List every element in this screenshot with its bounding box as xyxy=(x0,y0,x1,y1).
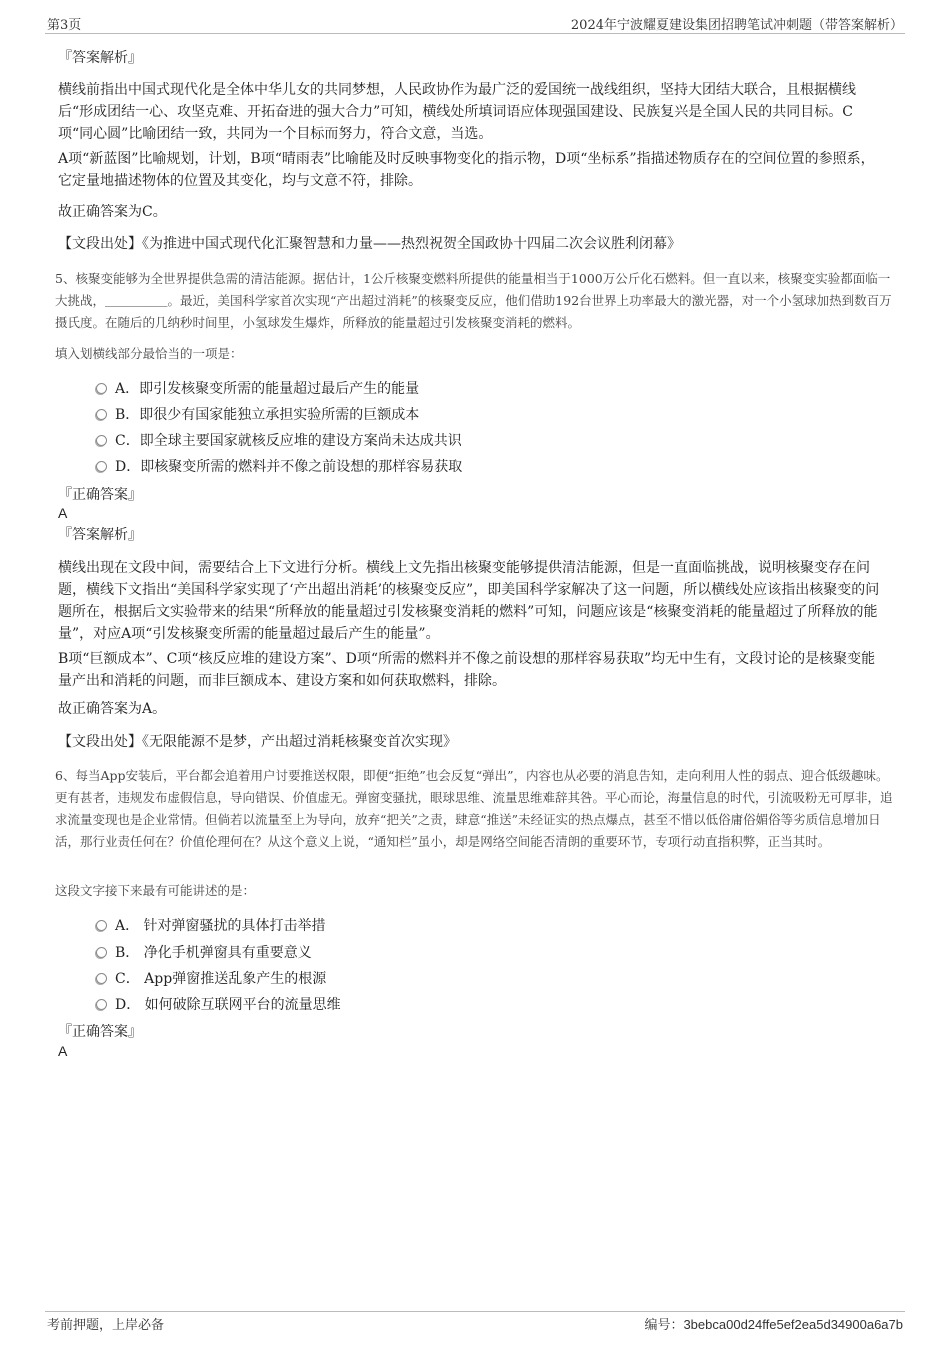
question-prompt: 填入划横线部分最恰当的一项是： xyxy=(55,346,243,361)
option-label: D． 如何破除互联网平台的流量思维 xyxy=(115,997,341,1013)
analysis-label: 『答案解析』 xyxy=(58,527,142,543)
radio-icon[interactable] xyxy=(96,461,107,472)
footer-divider xyxy=(45,1311,905,1312)
answer-conclusion: 故正确答案为A。 xyxy=(58,701,167,717)
option-a[interactable] xyxy=(96,915,326,937)
document-title: 2024年宁波耀夏建设集团招聘笔试冲刺题（带答案解析） xyxy=(570,18,903,33)
option-label: A．即引发核聚变所需的能量超过最后产生的能量 xyxy=(115,381,420,397)
radio-icon[interactable] xyxy=(96,435,107,446)
header-divider xyxy=(45,33,905,34)
option-c[interactable] xyxy=(96,968,326,990)
option-a[interactable] xyxy=(96,378,419,400)
option-label: A． 针对弹窗骚扰的具体打击举措 xyxy=(115,918,326,934)
answer-conclusion: 故正确答案为C。 xyxy=(58,204,167,220)
radio-icon[interactable] xyxy=(96,999,107,1010)
option-d[interactable] xyxy=(96,994,341,1016)
correct-answer: A xyxy=(58,505,68,521)
option-label: C． App弹窗推送乱象产生的根源 xyxy=(115,971,327,987)
correct-answer-label: 『正确答案』 xyxy=(58,1024,142,1040)
option-label: D．即核聚变所需的燃料并不像之前设想的那样容易获取 xyxy=(115,459,463,475)
radio-icon[interactable] xyxy=(96,920,107,931)
question-stem: 6、每当App安装后，平台都会追着用户讨要推送权限，即便“拒绝”也会反复“弹出”，内容也从必要的消息告知，走向利用人性的弱点、迎合低级趣味。更有甚者，违规发布虚假信息，导向错误、价值虚无。弹窗变骚扰，眼球思维、流量思维难辞其咎。平心而论，海量信息的时代，引流吸粉无可厚非，追求流量变现也是企业常情。但倘若以流量至上为导向，放弃“把关”之责，肆意“推送”未经证实的热点爆点，甚至不惜以低俗庸俗媚俗等劣质信息增加日活，那行业责任何在？价值伦理何在？从这个意义上说，“通知栏”虽小，却是网络空间能否清朗的重要环节，专项行动直指积弊，正当其时。 xyxy=(55,768,893,849)
option-label: C．即全球主要国家就核反应堆的建设方案尚未达成共识 xyxy=(115,433,462,449)
option-label: B．即很少有国家能独立承担实验所需的巨额成本 xyxy=(115,407,420,423)
analysis-label: 『答案解析』 xyxy=(58,50,142,66)
option-d[interactable] xyxy=(96,456,462,478)
radio-icon[interactable] xyxy=(96,383,107,394)
analysis-paragraph: B项“巨额成本”、C项“核反应堆的建设方案”、D项“所需的燃料并不像之前设想的那样容易获取”均无中生有，文段讨论的是核聚变能量产出和消耗的问题，而非巨额成本、建设方案和如何获取燃料，排除。 xyxy=(58,651,876,689)
option-c[interactable] xyxy=(96,430,462,452)
option-label: B． 净化手机弹窗具有重要意义 xyxy=(115,945,312,961)
radio-icon[interactable] xyxy=(96,947,107,958)
source-citation: 【文段出处】《为推进中国式现代化汇聚智慧和力量——热烈祝贺全国政协十四届二次会议胜利闭幕》 xyxy=(58,236,681,252)
option-b[interactable] xyxy=(96,404,419,426)
document-code-label: 编号： xyxy=(644,1318,684,1333)
question-stem: 5、核聚变能够为全世界提供急需的清洁能源。据估计，1公斤核聚变燃料所提供的能量相当于1000万公斤化石燃料。但一直以来，核聚变实验都面临一大挑战，＿＿＿＿＿。最近，美国科学家首次实现“产出超过消耗”的核聚变反应，他们借助192台世界上功率最大的激光器，对一个小氢球加热到数百万摄氏度。在随后的几纳秒时间里，小氢球发生爆炸，所释放的能量超过引发核聚变消耗的燃料。 xyxy=(55,271,892,330)
correct-answer-label: 『正确答案』 xyxy=(58,487,142,503)
footer-slogan: 考前押题，上岸必备 xyxy=(47,1318,165,1333)
radio-icon[interactable] xyxy=(96,409,107,420)
source-citation: 【文段出处】《无限能源不是梦，产出超过消耗核聚变首次实现》 xyxy=(58,734,457,750)
analysis-paragraph: 横线出现在文段中间，需要结合上下文进行分析。横线上文先指出核聚变能够提供清洁能源，但是一直面临挑战，说明核聚变存在问题，横线下文指出“美国科学家实现了‘产出超出消耗’的核聚变反应”，即美国科学家解决了这一问题，所以横线处应该指出核聚变的问题所在，根据后文实验带来的结果“所释放的能量超过引发核聚变消耗的燃料”可知，问题应该是“核聚变消耗的能量超过了所释放的能量”，对应A项“引发核聚变所需的能量超过最后产生的能量”。 xyxy=(58,560,880,642)
page-number: 第3页 xyxy=(47,18,82,33)
document-code-value: 3bebca00d24ffe5ef2ea5d34900a6a7b xyxy=(683,1317,903,1332)
question-prompt: 这段文字接下来最有可能讲述的是： xyxy=(55,883,256,898)
analysis-paragraph: A项“新蓝图”比喻规划，计划，B项“晴雨表”比喻能及时反映事物变化的指示物，D项“坐标系”指描述物质存在的空间位置的参照系，它定量地描述物体的位置及其变化，均与文意不符，排除。 xyxy=(58,151,875,189)
document-code xyxy=(644,1314,903,1333)
radio-icon[interactable] xyxy=(96,973,107,984)
analysis-paragraph: 横线前指出中国式现代化是全体中华儿女的共同梦想，人民政协作为最广泛的爱国统一战线组织，坚持大团结大联合，且根据横线后“形成团结一心、攻坚克难、开拓奋进的强大合力”可知，横线处所填词语应体现强国建设、民族复兴是全国人民的共同目标。C项“同心圆”比喻团结一致，共同为一个目标而努力，符合文意，当选。 xyxy=(58,82,856,142)
correct-answer: A xyxy=(58,1043,68,1059)
option-b[interactable] xyxy=(96,942,312,964)
